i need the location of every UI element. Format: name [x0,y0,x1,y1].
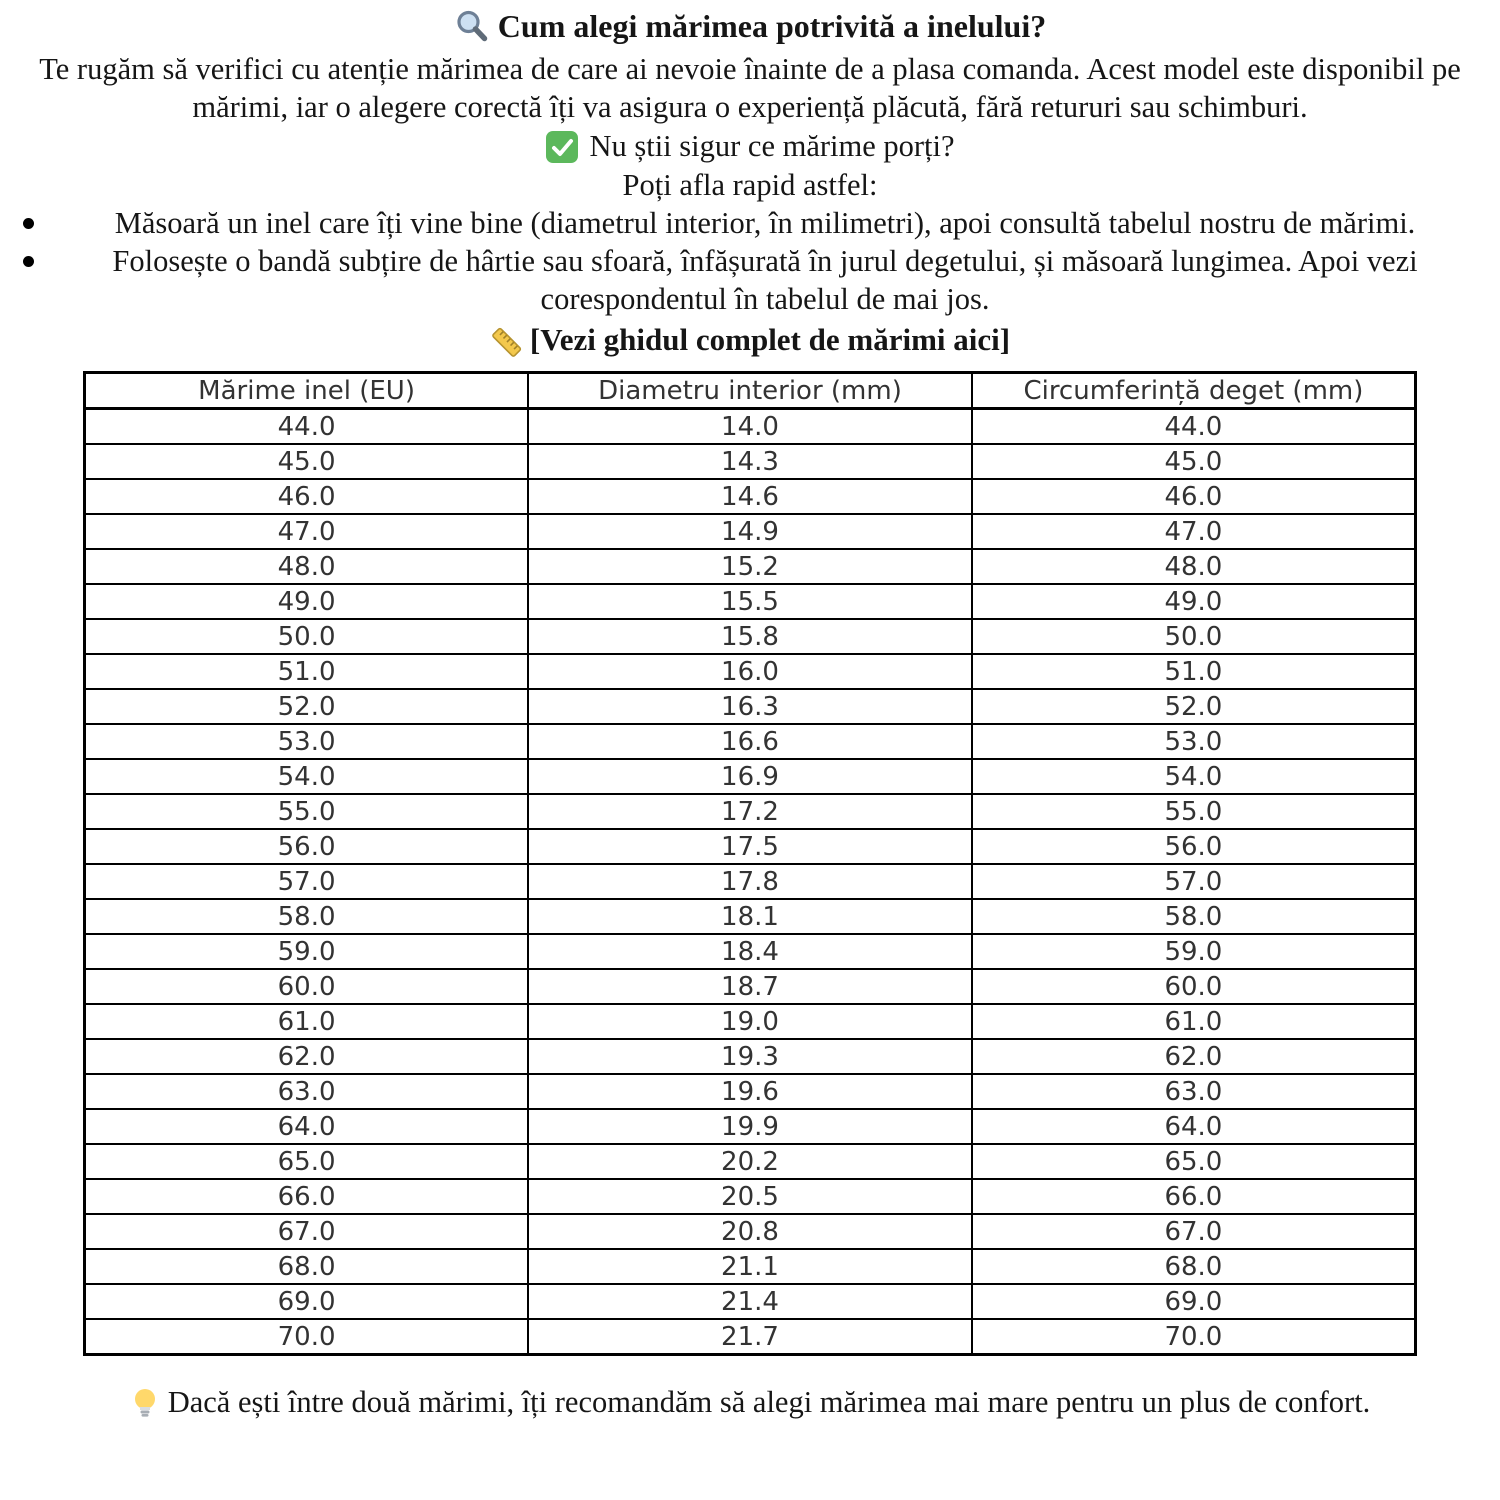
question-line [0,126,1500,166]
table-cell: 14.3 [528,444,972,479]
table-cell: 21.4 [528,1284,972,1319]
table-cell: 62.0 [972,1039,1416,1074]
bullet-dot-icon [23,218,34,229]
table-cell: 54.0 [85,759,529,794]
instructions-list [0,204,1500,318]
table-cell: 55.0 [972,794,1416,829]
table-cell: 58.0 [972,899,1416,934]
table-cell: 60.0 [85,969,529,1004]
check-icon [545,130,579,164]
table-row [85,969,1416,1004]
table-cell: 59.0 [972,934,1416,969]
table-cell: 49.0 [972,584,1416,619]
column-header-finger-circumference: Circumferință deget (mm) [972,373,1416,409]
table-cell: 21.7 [528,1319,972,1355]
table-cell: 56.0 [972,829,1416,864]
list-item [0,204,1500,242]
table-cell: 65.0 [972,1144,1416,1179]
table-cell: 15.8 [528,619,972,654]
table-row [85,1004,1416,1039]
table-cell: 59.0 [85,934,529,969]
table-cell: 46.0 [972,479,1416,514]
table-row [85,689,1416,724]
page-title [20,6,1480,46]
table-cell: 68.0 [972,1249,1416,1284]
table-cell: 14.6 [528,479,972,514]
table-row [85,759,1416,794]
table-row [85,724,1416,759]
table-cell: 64.0 [85,1109,529,1144]
table-cell: 52.0 [972,689,1416,724]
table-cell: 14.9 [528,514,972,549]
table-row [85,409,1416,445]
table-cell: 15.2 [528,549,972,584]
table-row [85,1039,1416,1074]
table-row [85,1109,1416,1144]
table-cell: 16.9 [528,759,972,794]
table-row [85,899,1416,934]
magnifier-icon [454,8,490,44]
table-cell: 55.0 [85,794,529,829]
intro-text: Te rugăm să verifici cu atenție mărimea de care ai nevoie înainte de a plasa comanda. Acest model este disponibil pe mărimi, iar o alegere corectă îți va asigura o experiență plăcută, fără retururi sau schimburi. [39,52,1461,124]
table-cell: 14.0 [528,409,972,445]
table-row [85,1144,1416,1179]
table-cell: 20.2 [528,1144,972,1179]
table-row [85,829,1416,864]
table-cell: 19.6 [528,1074,972,1109]
column-header-eu-size: Mărime inel (EU) [85,373,529,409]
table-cell: 47.0 [972,514,1416,549]
ruler-icon [490,325,524,359]
page-title-text: Cum alegi mărimea potrivită a inelului? [497,8,1047,44]
table-cell: 19.3 [528,1039,972,1074]
table-row [85,654,1416,689]
table-row [85,1249,1416,1284]
table-cell: 70.0 [85,1319,529,1355]
table-cell: 68.0 [85,1249,529,1284]
table-row [85,584,1416,619]
table-cell: 69.0 [972,1284,1416,1319]
table-cell: 46.0 [85,479,529,514]
table-row [85,549,1416,584]
table-cell: 65.0 [85,1144,529,1179]
table-header-row [85,373,1416,409]
table-cell: 67.0 [85,1214,529,1249]
size-table-head [85,373,1416,409]
table-cell: 21.1 [528,1249,972,1284]
table-row [85,1074,1416,1109]
table-cell: 57.0 [85,864,529,899]
table-cell: 45.0 [85,444,529,479]
table-cell: 60.0 [972,969,1416,1004]
table-cell: 61.0 [85,1004,529,1039]
list-item [0,242,1500,318]
table-row [85,864,1416,899]
table-row [85,1179,1416,1214]
table-cell: 51.0 [85,654,529,689]
table-cell: 53.0 [85,724,529,759]
table-cell: 53.0 [972,724,1416,759]
table-cell: 58.0 [85,899,529,934]
table-cell: 54.0 [972,759,1416,794]
table-cell: 44.0 [85,409,529,445]
list-item-text: Folosește o bandă subțire de hârtie sau sfoară, înfășurată în jurul degetului, și măsoară lungimea. Apoi vezi corespondentul în tabelul de mai jos. [112,244,1418,316]
lightbulb-icon [130,1387,160,1419]
size-guide-line [0,320,1500,360]
table-cell: 17.2 [528,794,972,829]
table-cell: 56.0 [85,829,529,864]
footer-tip [8,1383,1492,1421]
table-cell: 19.9 [528,1109,972,1144]
table-cell: 18.1 [528,899,972,934]
table-cell: 50.0 [85,619,529,654]
table-row [85,934,1416,969]
table-cell: 15.5 [528,584,972,619]
table-cell: 61.0 [972,1004,1416,1039]
table-cell: 63.0 [972,1074,1416,1109]
bullet-dot-icon [23,256,34,267]
table-cell: 18.4 [528,934,972,969]
table-cell: 47.0 [85,514,529,549]
table-cell: 18.7 [528,969,972,1004]
table-row [85,1214,1416,1249]
table-row [85,619,1416,654]
table-cell: 69.0 [85,1284,529,1319]
table-row [85,1284,1416,1319]
bullet-dot-wrap [0,204,56,242]
subquestion-text: Poți afla rapid astfel: [622,168,878,202]
column-header-inner-diameter: Diametru interior (mm) [528,373,972,409]
table-cell: 70.0 [972,1319,1416,1355]
table-cell: 49.0 [85,584,529,619]
table-cell: 52.0 [85,689,529,724]
table-cell: 62.0 [85,1039,529,1074]
table-cell: 48.0 [972,549,1416,584]
table-cell: 19.0 [528,1004,972,1039]
table-cell: 45.0 [972,444,1416,479]
list-item-text: Măsoară un inel care îți vine bine (diametrul interior, în milimetri), apoi consultă tabelul nostru de mărimi. [114,206,1416,240]
table-cell: 17.5 [528,829,972,864]
size-table-body [85,409,1416,1355]
table-cell: 44.0 [972,409,1416,445]
table-cell: 16.3 [528,689,972,724]
ring-size-table [83,371,1417,1356]
table-cell: 57.0 [972,864,1416,899]
table-cell: 67.0 [972,1214,1416,1249]
table-cell: 50.0 [972,619,1416,654]
table-cell: 16.0 [528,654,972,689]
bullet-dot-wrap [0,242,56,318]
table-cell: 48.0 [85,549,529,584]
table-cell: 63.0 [85,1074,529,1109]
table-row [85,794,1416,829]
footer-tip-text: Dacă ești între două mărimi, îți recomandăm să alegi mărimea mai mare pentru un plus de confort. [167,1385,1371,1419]
size-guide-link[interactable]: [Vezi ghidul complet de mărimi aici] [529,322,1011,357]
table-cell: 66.0 [972,1179,1416,1214]
table-cell: 20.8 [528,1214,972,1249]
table-row [85,1319,1416,1355]
table-cell: 64.0 [972,1109,1416,1144]
question-text: Nu știi sigur ce mărime porți? [589,129,955,163]
table-cell: 17.8 [528,864,972,899]
table-cell: 16.6 [528,724,972,759]
table-cell: 51.0 [972,654,1416,689]
table-row [85,444,1416,479]
table-row [85,514,1416,549]
table-row [85,479,1416,514]
table-cell: 66.0 [85,1179,529,1214]
table-cell: 20.5 [528,1179,972,1214]
